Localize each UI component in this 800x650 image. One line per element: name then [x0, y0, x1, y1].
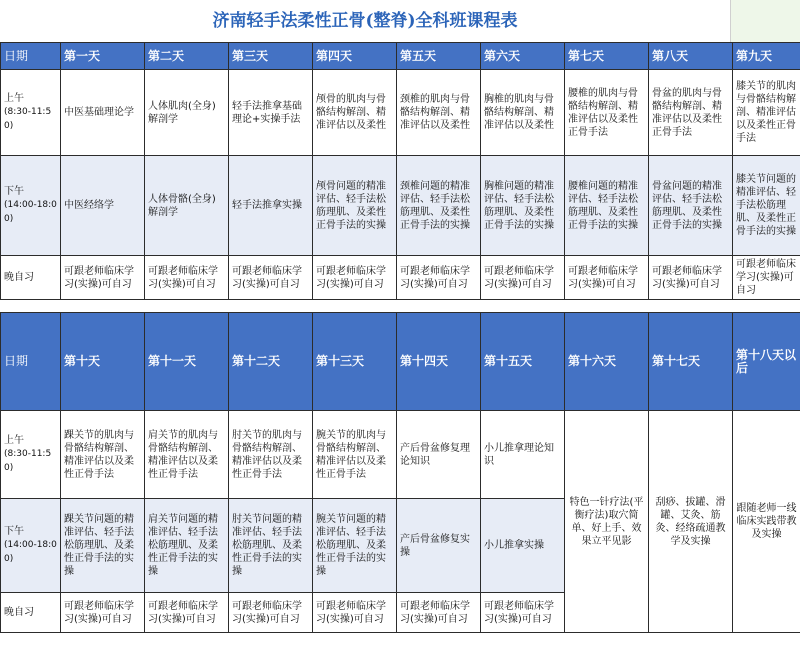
header-cell: 第十天 [61, 313, 145, 411]
table-cell: 中医经络学 [61, 156, 145, 256]
table-cell: 产后骨盆修复理论知识 [397, 411, 481, 499]
table-cell: 肩关节问题的精准评估、轻手法松筋理肌、及柔性正骨手法的实操 [145, 499, 229, 593]
table-cell: 可跟老师临床学习(实操)可自习 [313, 256, 397, 300]
table-cell: 人体骨骼(全身)解剖学 [145, 156, 229, 256]
table-row-afternoon [1, 156, 800, 256]
table-cell: 轻手法推拿实操 [229, 156, 313, 256]
table-row-morning [1, 411, 800, 499]
table-cell: 可跟老师临床学习(实操)可自习 [61, 256, 145, 300]
header-cell: 第十四天 [397, 313, 481, 411]
row-time: (8:30-11:50) [4, 107, 52, 131]
row-label [1, 411, 61, 499]
header-cell: 第八天 [649, 43, 733, 70]
table-cell: 可跟老师临床学习(实操)可自习 [145, 593, 229, 633]
table-cell: 可跟老师临床学习(实操)可自习 [481, 256, 565, 300]
table-cell: 胸椎的肌肉与骨骼结构解剖、精准评估以及柔性 [481, 70, 565, 156]
table-cell: 小儿推拿实操 [481, 499, 565, 593]
table-cell: 产后骨盆修复实操 [397, 499, 481, 593]
page-title: 济南轻手法柔性正骨(整脊)全科班课程表 [212, 11, 518, 31]
table-cell: 膝关节的肌肉与骨骼结构解剖、精准评估以及柔性正骨手法 [733, 70, 800, 156]
table-cell: 可跟老师临床学习(实操)可自习 [733, 256, 800, 300]
header-cell: 第一天 [61, 43, 145, 70]
table-cell: 颈椎问题的精准评估、轻手法松筋理肌、及柔性正骨手法的实操 [397, 156, 481, 256]
table-cell: 膝关节问题的精准评估、轻手法松筋理肌、及柔性正骨手法的实操 [733, 156, 800, 256]
table-row-morning [1, 70, 800, 156]
table-cell: 腰椎问题的精准评估、轻手法松筋理肌、及柔性正骨手法的实操 [565, 156, 649, 256]
row-time: (14:00-18:00) [4, 540, 57, 564]
header-cell: 日期 [1, 313, 61, 411]
table-row-evening [1, 256, 800, 300]
table-cell: 轻手法推拿基础理论+实操手法 [229, 70, 313, 156]
table-cell: 可跟老师临床学习(实操)可自习 [397, 593, 481, 633]
table-cell: 腕关节的肌肉与骨骼结构解剖、精准评估以及柔性正骨手法 [313, 411, 397, 499]
row-label-text: 下午 [4, 186, 24, 197]
table-cell: 腰椎的肌肉与骨骼结构解剖、精准评估以及柔性正骨手法 [565, 70, 649, 156]
merged-cell-day18: 跟随老师一线临床实践带教及实操 [733, 411, 800, 633]
table-cell: 踝关节问题的精准评估、轻手法松筋理肌、及柔性正骨手法的实操 [61, 499, 145, 593]
header-cell: 第五天 [397, 43, 481, 70]
table-cell: 骨盆问题的精准评估、轻手法松筋理肌、及柔性正骨手法的实操 [649, 156, 733, 256]
table-cell: 肩关节的肌肉与骨骼结构解剖、精准评估以及柔性正骨手法 [145, 411, 229, 499]
header-cell: 第七天 [565, 43, 649, 70]
header-cell: 第十五天 [481, 313, 565, 411]
table-cell: 胸椎问题的精准评估、轻手法松筋理肌、及柔性正骨手法的实操 [481, 156, 565, 256]
row-label-text: 上午 [4, 93, 24, 104]
header-cell: 第六天 [481, 43, 565, 70]
table-cell: 可跟老师临床学习(实操)可自习 [565, 256, 649, 300]
merged-cell-day16: 特色一针疗法(平衡疗法)取穴简单、好上手、效果立平见影 [565, 411, 649, 633]
table-cell: 肘关节问题的精准评估、轻手法松筋理肌、及柔性正骨手法的实操 [229, 499, 313, 593]
header-cell: 第十二天 [229, 313, 313, 411]
header-cell: 第九天 [733, 43, 800, 70]
table-cell: 踝关节的肌肉与骨骼结构解剖、精准评估以及柔性正骨手法 [61, 411, 145, 499]
table-cell: 可跟老师临床学习(实操)可自习 [649, 256, 733, 300]
schedule-table-week2 [0, 312, 800, 633]
table-cell: 可跟老师临床学习(实操)可自习 [145, 256, 229, 300]
table-cell: 可跟老师临床学习(实操)可自习 [61, 593, 145, 633]
row-label-text: 下午 [4, 526, 24, 537]
table-cell: 中医基础理论学 [61, 70, 145, 156]
table-cell: 小儿推拿理论知识 [481, 411, 565, 499]
row-time: (14:00-18:00) [4, 200, 57, 224]
table-cell: 可跟老师临床学习(实操)可自习 [313, 593, 397, 633]
header-cell: 第三天 [229, 43, 313, 70]
header-cell: 第十七天 [649, 313, 733, 411]
table-cell: 人体肌肉(全身)解剖学 [145, 70, 229, 156]
header-cell: 第四天 [313, 43, 397, 70]
schedule-table-week1 [0, 42, 800, 300]
row-label-text: 上午 [4, 435, 24, 446]
row-time: (8:30-11:50) [4, 449, 52, 473]
merged-cell-day17: 刮痧、拔罐、滑罐、艾灸、筋灸、经络疏通教学及实操 [649, 411, 733, 633]
table-cell: 肘关节的肌肉与骨骼结构解剖、精准评估以及柔性正骨手法 [229, 411, 313, 499]
table-header-row [1, 43, 800, 70]
table-cell: 骨盆的肌肉与骨骼结构解剖、精准评估以及柔性正骨手法 [649, 70, 733, 156]
table-cell: 颅骨问题的精准评估、轻手法松筋理肌、及柔性正骨手法的实操 [313, 156, 397, 256]
table-cell: 腕关节问题的精准评估、轻手法松筋理肌、及柔性正骨手法的实操 [313, 499, 397, 593]
table-cell: 可跟老师临床学习(实操)可自习 [229, 593, 313, 633]
header-cell: 第十三天 [313, 313, 397, 411]
row-label [1, 499, 61, 593]
row-label: 晚自习 [1, 256, 61, 300]
header-cell: 第十八天以后 [733, 313, 800, 411]
table-cell: 可跟老师临床学习(实操)可自习 [397, 256, 481, 300]
table-cell: 可跟老师临床学习(实操)可自习 [229, 256, 313, 300]
title-side-cell [730, 0, 800, 42]
header-cell: 第十一天 [145, 313, 229, 411]
table-cell: 颅骨的肌肉与骨骼结构解剖、精准评估以及柔性 [313, 70, 397, 156]
header-cell: 日期 [1, 43, 61, 70]
table-cell: 颈椎的肌肉与骨骼结构解剖、精准评估以及柔性 [397, 70, 481, 156]
table-cell: 可跟老师临床学习(实操)可自习 [481, 593, 565, 633]
row-label: 晚自习 [1, 593, 61, 633]
row-label [1, 156, 61, 256]
header-cell: 第二天 [145, 43, 229, 70]
table-header-row [1, 313, 800, 411]
row-label [1, 70, 61, 156]
header-cell: 第十六天 [565, 313, 649, 411]
